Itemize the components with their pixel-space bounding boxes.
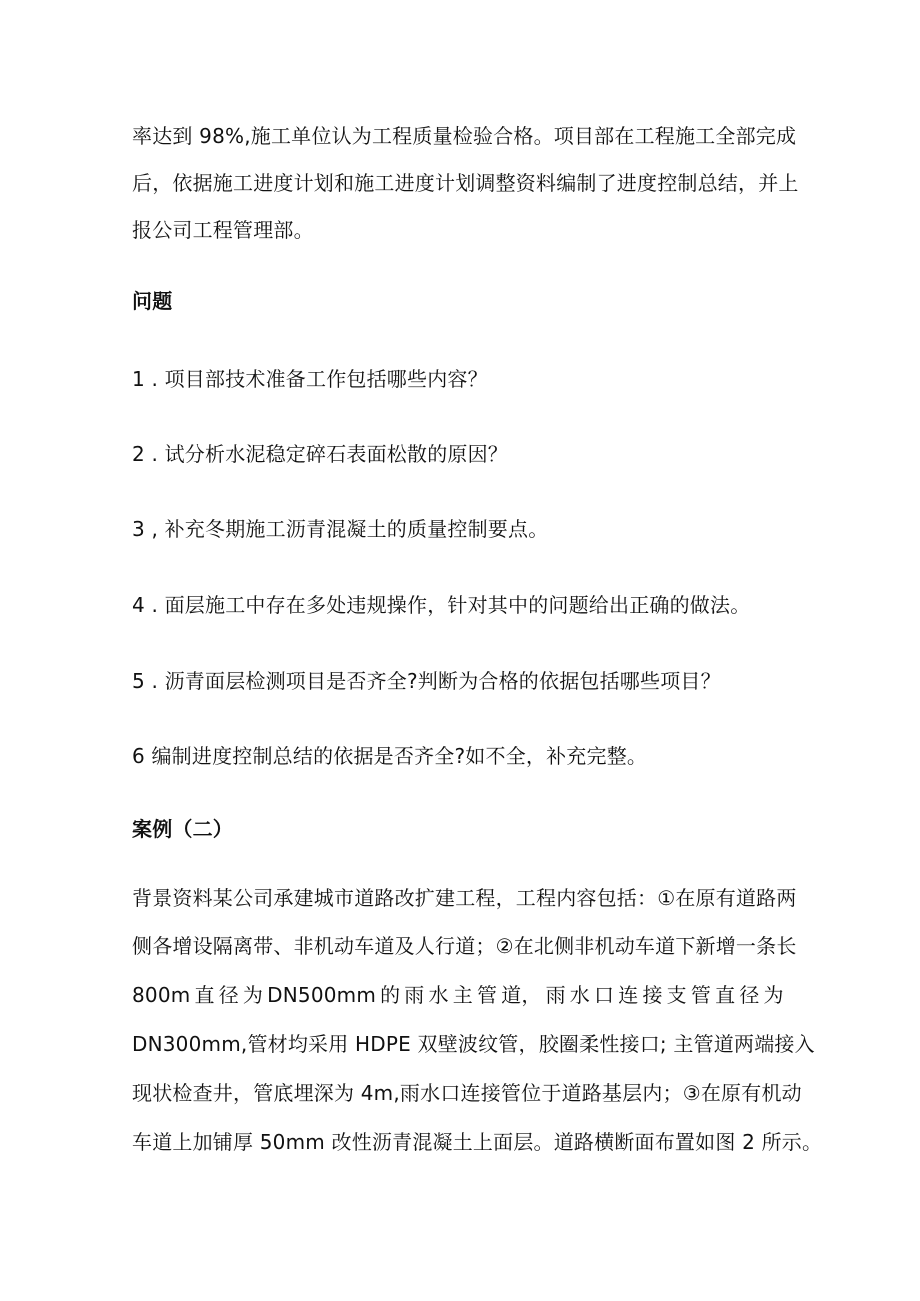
justified-word: 水 bbox=[569, 983, 590, 1007]
question-item: 3 , 补充冬期施工沥青混凝土的质量控制要点。 bbox=[132, 517, 549, 541]
justified-word: 的 bbox=[380, 983, 401, 1007]
paragraph-line: 现状检查井，管底埋深为 4m,雨水口连接管位于道路基层内；③在原有机动 bbox=[132, 1081, 802, 1105]
paragraph-line: 率达到 98%,施工单位认为工程质量检验合格。项目部在工程施工全部完成 bbox=[132, 124, 797, 148]
paragraph-line: 背景资料某公司承建城市道路改扩建工程，工程内容包括：①在原有道路两 bbox=[132, 886, 797, 910]
justified-word: 直 bbox=[194, 983, 215, 1007]
question-item: 1 . 项目部技术准备工作包括哪些内容？ bbox=[132, 367, 488, 391]
justified-word: 径 bbox=[739, 983, 760, 1007]
question-item: 4 . 面层施工中存在多处违规操作，针对其中的问题给出正确的做法。 bbox=[132, 593, 751, 617]
justified-word: 800m bbox=[132, 983, 191, 1007]
paragraph-line: 侧各增设隔离带、非机动车道及人行道；②在北侧非机动车道下新增一条长 bbox=[132, 934, 797, 958]
justified-word: 接 bbox=[642, 983, 663, 1007]
justified-word: 连 bbox=[618, 983, 639, 1007]
question-item: 2 . 试分析水泥稳定碎石表面松散的原因？ bbox=[132, 442, 508, 466]
paragraph-line: DN300mm,管材均采用 HDPE 双壁波纹管，胶圈柔性接口; 主管道两端接入 bbox=[132, 1032, 815, 1056]
justified-word: 支 bbox=[666, 983, 687, 1007]
justified-word: 主 bbox=[452, 983, 473, 1007]
justified-word: 口 bbox=[594, 983, 615, 1007]
questions-heading: 问题 bbox=[132, 289, 173, 313]
justified-word: 管 bbox=[476, 983, 498, 1007]
paragraph-line: 车道上加铺厚 50mm 改性沥青混凝土上面层。道路横断面布置如图 2 所示。 bbox=[132, 1130, 823, 1154]
justified-word: 水 bbox=[428, 983, 449, 1007]
justified-word: 直 bbox=[715, 983, 736, 1007]
justified-word: DN500mm bbox=[267, 983, 377, 1007]
justified-word: 雨 bbox=[404, 983, 425, 1007]
paragraph-line: 报公司工程管理部。 bbox=[132, 218, 314, 242]
justified-word: 管 bbox=[690, 983, 712, 1007]
paragraph-line: 后，依据施工进度计划和施工进度计划调整资料编制了进度控制总结，并上 bbox=[132, 171, 799, 195]
justified-word: 径 bbox=[218, 983, 239, 1007]
justified-word: 雨 bbox=[545, 983, 566, 1007]
case-heading: 案例（二） bbox=[132, 817, 233, 841]
justified-word: 为 bbox=[242, 983, 264, 1007]
question-item: 5 . 沥青面层检测项目是否齐全?判断为合格的依据包括哪些项目？ bbox=[132, 669, 721, 693]
question-item: 6 编制进度控制总结的依据是否齐全?如不全，补充完整。 bbox=[132, 744, 648, 768]
paragraph-line-justified bbox=[132, 982, 784, 1008]
justified-word: 为 bbox=[763, 983, 784, 1007]
justified-word: 道， bbox=[501, 983, 542, 1007]
